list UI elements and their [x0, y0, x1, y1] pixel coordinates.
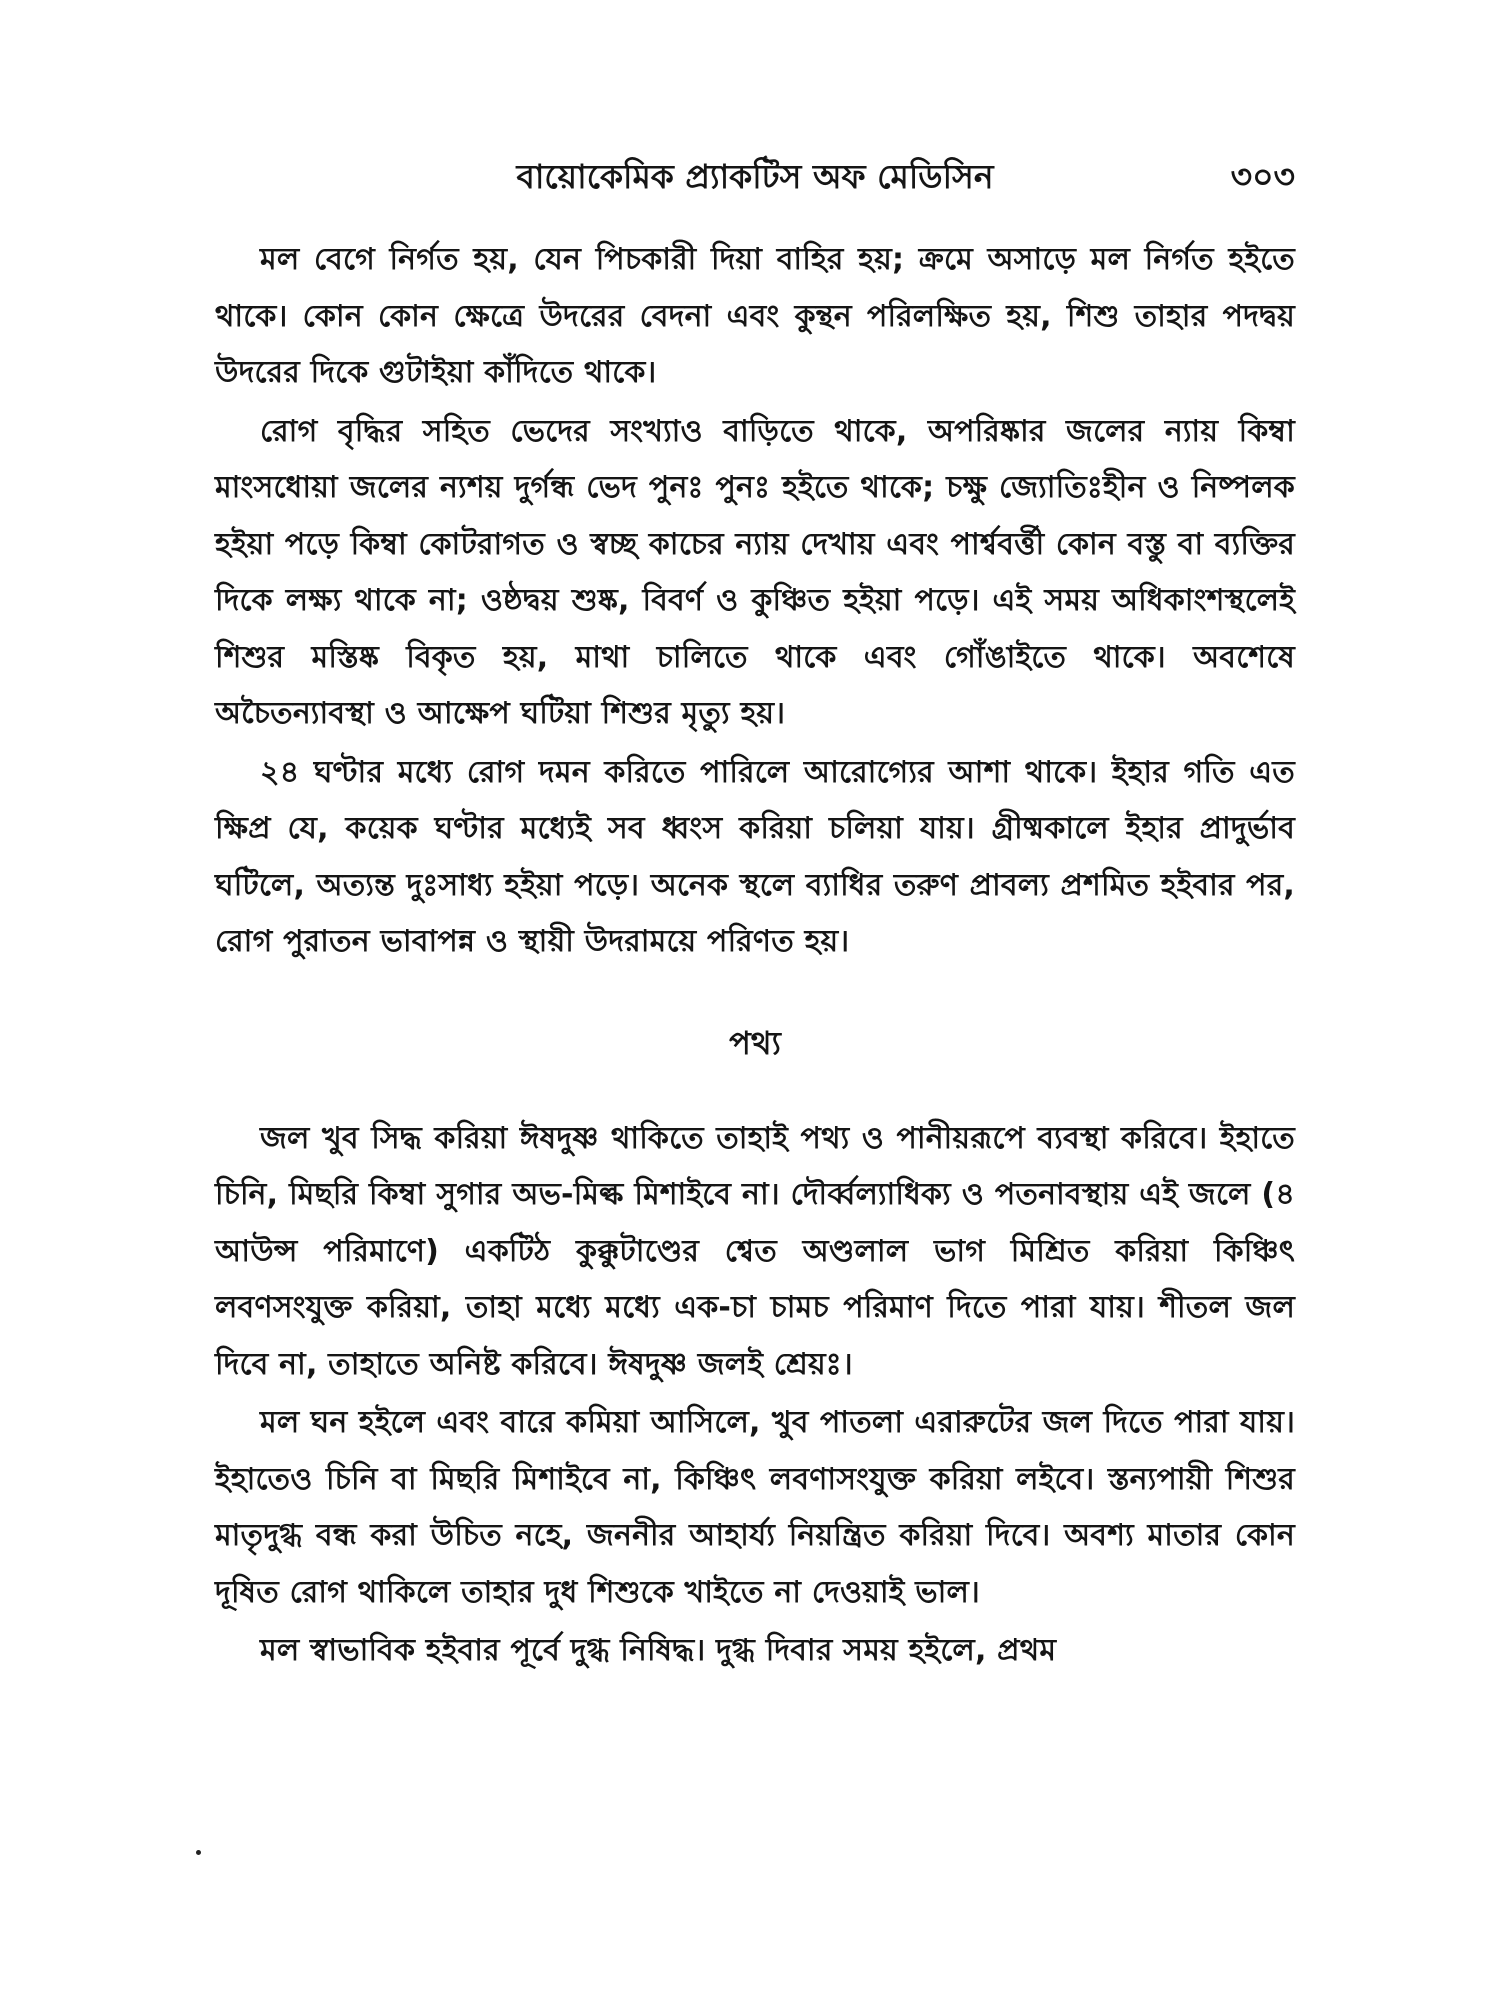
section-heading: পথ্য	[729, 1023, 781, 1062]
paragraph: ২৪ ঘণ্টার মধ্যে রোগ দমন করিতে পারিলে আরোগ্যের আশা থাকে। ইহার গতি এত ক্ষিপ্র যে, কয়েক ঘণ্টার মধ্যেই সব ধ্বংস করিয়া চলিয়া যায়। গ্রীষ্মকালে ইহার প্রাদুর্ভাব ঘটিলে, অত্যন্ত দুঃসাধ্য হইয়া পড়ে। অনেক স্থলে ব্যাধির তরুণ প্রাবল্য প্রশমিত হইবার পর, রোগ পুরাতন ভাবাপন্ন ও স্থায়ী উদরাময়ে পরিণত হয়।	[215, 754, 1295, 959]
paragraph: রোগ বৃদ্ধির সহিত ভেদের সংখ্যাও বাড়িতে থাকে, অপরিষ্কার জলের ন্যায় কিম্বা মাংসধোয়া জলের ন্যশয় দুর্গন্ধ ভেদ পুনঃ পুনঃ হইতে থাকে; চক্ষু জ্যোতিঃহীন ও নিষ্পলক হইয়া পড়ে কিম্বা কোটরাগত ও স্বচ্ছ কাচের ন্যায় দেখায় এবং পার্শ্ববর্ত্তী কোন বস্তু বা ব্যক্তির দিকে লক্ষ্য থাকে না; ওষ্ঠদ্বয় শুষ্ক, বিবর্ণ ও কুঞ্চিত হইয়া পড়ে। এই সময় অধিকাংশস্থলেই শিশুর মস্তিষ্ক বিকৃত হয়, মাথা চালিতে থাকে এবং গোঁঙাইতে থাকে। অবশেষে অচৈতন্যাবস্থা ও আক্ষেপ ঘটিয়া শিশুর মৃত্যু হয়।	[215, 413, 1295, 731]
page-header	[215, 152, 1295, 202]
paragraph: মল ঘন হইলে এবং বারে কমিয়া আসিলে, খুব পাতলা এরারুটের জল দিতে পারা যায়। ইহাতেও চিনি বা মিছরি মিশাইবে না, কিঞ্চিৎ লবণাসংযুক্ত করিয়া লইবে। স্তন্যপায়ী শিশুর মাতৃদুগ্ধ বন্ধ করা উচিত নহে, জননীর আহার্য্য নিয়ন্ত্রিত করিয়া দিবে। অবশ্য মাতার কোন দূষিত রোগ থাকিলে তাহার দুধ শিশুকে খাইতে না দেওয়াই ভাল।	[215, 1405, 1295, 1610]
running-head: বায়োকেমিক প্র্যাকটিস অফ মেডিসিন	[516, 157, 994, 196]
body-text	[215, 232, 1295, 1680]
paragraph: জল খুব সিদ্ধ করিয়া ঈষদুষ্ণ থাকিতে তাহাই পথ্য ও পানীয়রূপে ব্যবস্থা করিবে। ইহাতে চিনি, মিছরি কিম্বা সুগার অভ-মিল্ক মিশাইবে না। দৌর্ব্বল্যাধিক্য ও পতনাবস্থায় এই জলে (৪ আউন্স পরিমাণে) একটিঠ কুক্কুটাণ্ডের শ্বেত অণ্ডলাল ভাগ মিশ্রিত করিয়া কিঞ্চিৎ লবণসংযুক্ত করিয়া, তাহা মধ্যে মধ্যে এক-চা চামচ পরিমাণ দিতে পারা যায়। শীতল জল দিবে না, তাহাতে অনিষ্ট করিবে। ঈষদুষ্ণ জলই শ্রেয়ঃ।	[215, 1120, 1295, 1382]
paragraph: মল স্বাভাবিক হইবার পূর্বে দুগ্ধ নিষিদ্ধ। দুগ্ধ দিবার সময় হইলে, প্রথম	[260, 1633, 1057, 1668]
print-speck	[196, 1850, 201, 1855]
paragraph: মল বেগে নির্গত হয়, যেন পিচকারী দিয়া বাহির হয়; ক্রমে অসাড়ে মল নির্গত হইতে থাকে। কোন কোন ক্ষেত্রে উদরের বেদনা এবং কুন্থন পরিলক্ষিত হয়, শিশু তাহার পদদ্বয় উদরের দিকে গুটাইয়া কাঁদিতে থাকে।	[215, 242, 1295, 390]
page-number: ৩০৩	[1230, 157, 1295, 196]
